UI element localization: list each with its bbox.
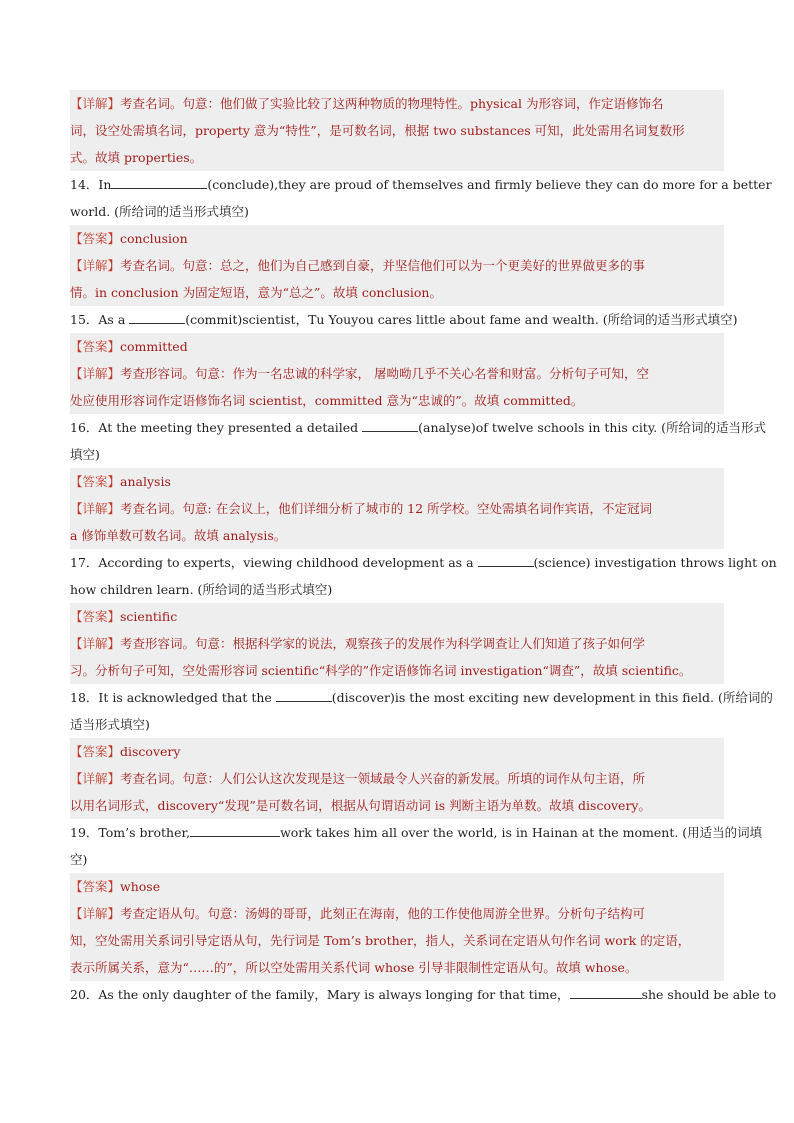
explanation-text: 词，设空处需填名词，property 意为“特性”，是可数名词，根据 two substances 可知，此处需用名词复数形 <box>70 123 685 138</box>
explanation-line <box>70 144 724 171</box>
question-line <box>70 846 724 873</box>
explanation-text: 处应使用形容词作定语修饰名词 scientist，committed 意为“忠诚的”。故填 committed。 <box>70 393 584 408</box>
explanation-text: 以用名词形式，discovery“发现”是可数名词，根据从句谓语动词 is 判断主语为单数。故填 discovery。 <box>70 798 651 813</box>
question-text: 14．In <box>70 177 112 192</box>
explanation-tag: 【详解】 <box>70 258 121 273</box>
question-line <box>70 414 767 441</box>
explanation-tag: 【详解】 <box>70 636 121 651</box>
question-line <box>70 819 763 846</box>
explanation-line <box>70 657 724 684</box>
question-line <box>70 549 777 576</box>
explanation-text: 考查形容词。句意：根据科学家的说法，观察孩子的发展作为科学调查让人们知道了孩子如何学 <box>120 636 646 651</box>
explanation-line <box>70 90 724 117</box>
explanation-line <box>70 792 724 819</box>
explanation-text: 考查定语从句。句意：汤姆的哥哥，此刻正在海南，他的工作使他周游全世界。分析句子结构可 <box>120 906 646 921</box>
explanation-text: 知，空处需用关系词引导定语从句，先行词是 Tom’s brother，指人，关系词在定语从句作名词 work 的定语， <box>70 933 691 948</box>
question-text: (conclude),they are proud of themselves and firmly believe they can do more for a better <box>207 177 772 192</box>
answer-text: conclusion <box>120 231 188 246</box>
explanation-line <box>70 252 724 279</box>
question-text: how children learn. (所给词的适当形式填空) <box>70 582 333 597</box>
question-text: (science) investigation throws light on <box>533 555 777 570</box>
question-line <box>70 981 777 1008</box>
explanation-tag: 【详解】 <box>70 771 121 786</box>
answer-blank <box>276 687 332 702</box>
explanation-tag: 【详解】 <box>70 96 121 111</box>
answer-line <box>70 468 724 495</box>
question-text: 19．Tom’s brother, <box>70 825 191 840</box>
answer-text: discovery <box>120 744 181 759</box>
question-line <box>70 576 724 603</box>
explanation-text: 考查名词。句意: 在会议上，他们详细分析了城市的 12 所学校。空处需填名词作宾语，不定冠词 <box>120 501 653 516</box>
explanation-line <box>70 927 724 954</box>
question-line <box>70 171 772 198</box>
question-text: (discover)is the most exciting new development in this field. (所给词的 <box>331 690 773 705</box>
explanation-line <box>70 900 724 927</box>
question-text: 20．As the only daughter of the family，Mary is always longing for that time， <box>70 987 570 1002</box>
explanation-line <box>70 522 724 549</box>
answer-tag: 【答案】 <box>70 474 121 489</box>
explanation-line <box>70 387 724 414</box>
explanation-line <box>70 279 724 306</box>
explanation-line <box>70 954 724 981</box>
question-line <box>70 306 738 333</box>
question-line <box>70 684 773 711</box>
question-text: she should be able to <box>641 987 777 1002</box>
question-text: work takes him all over the world, is in Hainan at the moment. (用适当的词填 <box>280 825 763 840</box>
answer-blank <box>478 552 534 567</box>
answer-blank <box>362 417 418 432</box>
question-text: (commit)scientist，Tu Youyou cares little about fame and wealth. (所给词的适当形式填空) <box>185 312 738 327</box>
answer-blank <box>111 174 207 189</box>
answer-tag: 【答案】 <box>70 744 121 759</box>
answer-tag: 【答案】 <box>70 339 121 354</box>
question-text: world. (所给词的适当形式填空) <box>70 204 249 219</box>
answer-tag: 【答案】 <box>70 609 121 624</box>
question-line <box>70 198 724 225</box>
answer-line <box>70 333 724 360</box>
answer-line <box>70 738 724 765</box>
answer-tag: 【答案】 <box>70 879 121 894</box>
explanation-text: 情。in conclusion 为固定短语，意为“总之”。故填 conclusion。 <box>70 285 442 300</box>
explanation-text: 考查名词。句意：人们公认这次发现是这一领域最令人兴奋的新发展。所填的词作从句主语，所 <box>120 771 646 786</box>
answer-text: whose <box>120 879 161 894</box>
explanation-text: a 修饰单数可数名词。故填 analysis。 <box>70 528 287 543</box>
question-text: 17．According to experts，viewing childhood development as a <box>70 555 478 570</box>
explanation-text: 考查名词。句意：他们做了实验比较了这两种物质的物理特性。physical 为形容词，作定语修饰名 <box>120 96 664 111</box>
answer-tag: 【答案】 <box>70 231 121 246</box>
question-line <box>70 711 724 738</box>
answer-text: committed <box>120 339 188 354</box>
answer-text: scientific <box>120 609 178 624</box>
explanation-line <box>70 495 724 522</box>
question-text: (analyse)of twelve schools in this city. (所给词的适当形式 <box>418 420 767 435</box>
explanation-line <box>70 765 724 792</box>
question-line <box>70 441 724 468</box>
answer-blank <box>190 822 280 837</box>
explanation-text: 考查形容词。句意：作为一名忠诚的科学家， 屠呦呦几乎不关心名誉和财富。分析句子可知，空 <box>120 366 649 381</box>
answer-line <box>70 603 724 630</box>
explanation-tag: 【详解】 <box>70 906 121 921</box>
document-body <box>70 90 777 1008</box>
question-text: 15．As a <box>70 312 130 327</box>
explanation-text: 表示所属关系，意为“……的”，所以空处需用关系代词 whose 引导非限制性定语从句。故填 whose。 <box>70 960 638 975</box>
explanation-tag: 【详解】 <box>70 501 121 516</box>
explanation-text: 考查名词。句意：总之，他们为自己感到自豪，并坚信他们可以为一个更美好的世界做更多的事 <box>120 258 646 273</box>
question-text: 适当形式填空) <box>70 717 150 732</box>
question-text: 16．At the meeting they presented a detailed <box>70 420 363 435</box>
explanation-text: 式。故填 properties。 <box>70 150 203 165</box>
explanation-line <box>70 117 724 144</box>
question-text: 填空) <box>70 447 100 462</box>
answer-line <box>70 873 724 900</box>
question-text: 空) <box>70 852 88 867</box>
answer-blank <box>570 984 642 999</box>
answer-line <box>70 225 724 252</box>
explanation-text: 习。分析句子可知，空处需形容词 scientific“科学的”作定语修饰名词 investigation“调查”，故填 scientific。 <box>70 663 692 678</box>
explanation-line <box>70 360 724 387</box>
answer-text: analysis <box>120 474 171 489</box>
question-text: 18．It is acknowledged that the <box>70 690 276 705</box>
explanation-line <box>70 630 724 657</box>
explanation-tag: 【详解】 <box>70 366 121 381</box>
answer-blank <box>129 309 185 324</box>
